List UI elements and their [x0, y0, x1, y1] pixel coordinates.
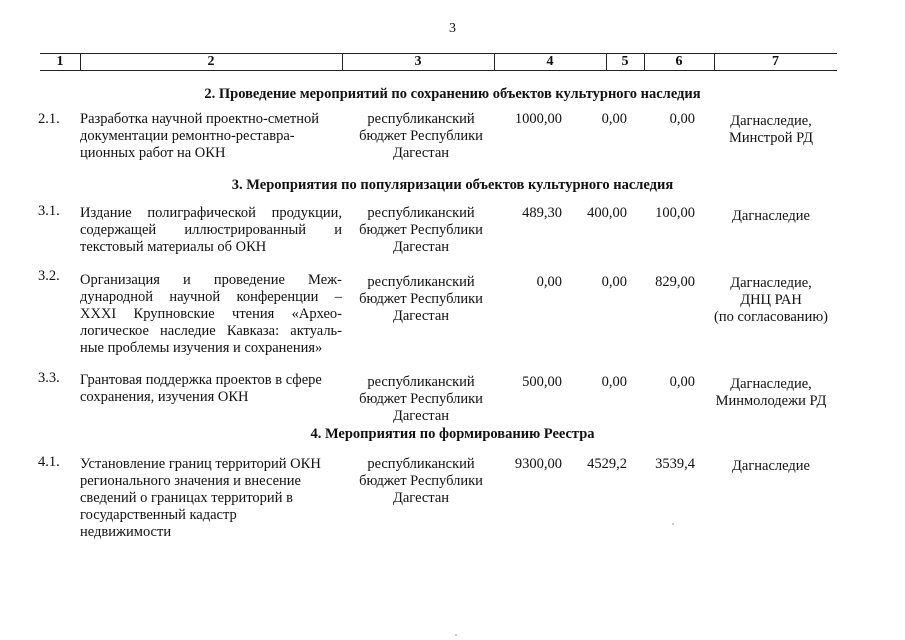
description-line: Установление границ территорий ОКН — [80, 456, 321, 472]
description-line: текстовый материалы об ОКН — [80, 239, 267, 255]
row-executor — [705, 376, 837, 410]
source-line: республиканский — [367, 205, 475, 221]
row-number: 3.1. — [38, 203, 60, 219]
row-description — [80, 456, 342, 541]
description-line: сведений о границах территорий в — [80, 490, 293, 506]
section-title: 4. Мероприятия по формированию Реестра — [310, 426, 595, 442]
source-line: Дагестан — [392, 308, 450, 324]
source-line: республиканский — [367, 374, 475, 390]
header-col-7: 7 — [772, 54, 779, 69]
row-number: 3.3. — [38, 370, 60, 386]
header-col-3: 3 — [414, 54, 422, 69]
executor-line: ДНЦ РАН — [740, 292, 802, 308]
page-number: 3 — [449, 21, 456, 36]
source-line: республиканский — [367, 456, 475, 472]
scan-speck — [672, 523, 674, 525]
executor-line: Дагнаследие — [732, 208, 810, 224]
row-description — [80, 111, 342, 162]
row-value-col4: 9300,00 — [514, 456, 562, 472]
executor-line: Дагнаследие, — [730, 275, 812, 291]
section-title: 3. Мероприятия по популяризации объектов культурного наследия — [231, 177, 674, 193]
header-col-2: 2 — [207, 54, 215, 69]
row-number: 3.2. — [38, 268, 60, 284]
table-header-row — [40, 53, 837, 71]
description-line: Разработка научной проектно-сметной — [80, 111, 320, 127]
row-description — [80, 372, 342, 406]
row-number: 2.1. — [38, 111, 60, 127]
row-funding-source — [350, 205, 492, 256]
description-line: недвижимости — [80, 524, 172, 540]
row-funding-source — [350, 274, 492, 325]
row-value-col4: 500,00 — [522, 374, 562, 390]
row-value-col5: 4529,2 — [587, 456, 627, 472]
executor-line: (по согласованию) — [714, 309, 828, 325]
header-col-1: 1 — [56, 54, 64, 69]
source-line: республиканский — [367, 274, 475, 290]
row-executor — [705, 458, 837, 475]
source-line: бюджет Республики — [359, 473, 483, 489]
description-line: Грантовая поддержка проектов в сфере — [80, 372, 322, 388]
description-line: ные проблемы изучения и сохранения» — [80, 340, 323, 356]
header-col-6: 6 — [675, 54, 683, 69]
executor-line: Минмолодежи РД — [715, 393, 827, 409]
scan-speck — [455, 634, 457, 636]
row-value-col6: 829,00 — [655, 274, 695, 290]
row-description — [80, 272, 342, 357]
section-title: 2. Проведение мероприятий по сохранению объектов культурного наследия — [204, 86, 701, 102]
description-line: документации ремонтно-реставра- — [80, 128, 295, 144]
description-line: Организация и проведение Меж- — [80, 272, 342, 288]
description-line: сохранения, изучения ОКН — [80, 389, 249, 405]
row-value-col4: 0,00 — [536, 274, 562, 290]
row-funding-source — [350, 374, 492, 425]
row-number: 4.1. — [38, 454, 60, 470]
executor-line: Дагнаследие, — [730, 376, 812, 392]
row-value-col4: 489,30 — [522, 205, 562, 221]
description-line: дународной научной конференции – — [80, 289, 342, 305]
row-value-col6: 100,00 — [655, 205, 695, 221]
source-line: Дагестан — [392, 239, 450, 255]
row-value-col5: 0,00 — [601, 374, 627, 390]
executor-line: Минстрой РД — [728, 130, 814, 146]
executor-line: Дагнаследие, — [730, 113, 812, 129]
row-description — [80, 205, 342, 256]
row-value-col5: 0,00 — [601, 111, 627, 127]
source-line: Дагестан — [392, 408, 450, 424]
row-value-col6: 0,00 — [669, 374, 695, 390]
row-executor — [705, 113, 837, 147]
source-line: бюджет Республики — [359, 391, 483, 407]
row-value-col4: 1000,00 — [514, 111, 562, 127]
header-col-5: 5 — [621, 54, 629, 69]
source-line: бюджет Республики — [359, 291, 483, 307]
source-line: Дагестан — [392, 145, 450, 161]
source-line: республиканский — [367, 111, 475, 127]
executor-line: Дагнаследие — [732, 458, 810, 474]
row-funding-source — [350, 111, 492, 162]
description-line: государственный кадастр — [80, 507, 237, 523]
row-executor — [705, 275, 837, 326]
source-line: бюджет Республики — [359, 128, 483, 144]
row-value-col6: 0,00 — [669, 111, 695, 127]
description-line: Издание полиграфической продукции, — [80, 205, 342, 221]
description-line: XXXI Крупновские чтения «Архео- — [80, 306, 342, 322]
source-line: Дагестан — [392, 490, 450, 506]
description-line: ционных работ на ОКН — [80, 145, 226, 161]
row-value-col5: 0,00 — [601, 274, 627, 290]
row-value-col6: 3539,4 — [655, 456, 695, 472]
description-line: регионального значения и внесение — [80, 473, 301, 489]
description-line: содержащей иллюстрированный и — [80, 222, 342, 238]
header-col-4: 4 — [546, 54, 554, 69]
description-line: логическое наследие Кавказа: актуаль- — [80, 323, 342, 339]
source-line: бюджет Республики — [359, 222, 483, 238]
row-funding-source — [350, 456, 492, 507]
row-value-col5: 400,00 — [587, 205, 627, 221]
row-executor — [705, 208, 837, 225]
